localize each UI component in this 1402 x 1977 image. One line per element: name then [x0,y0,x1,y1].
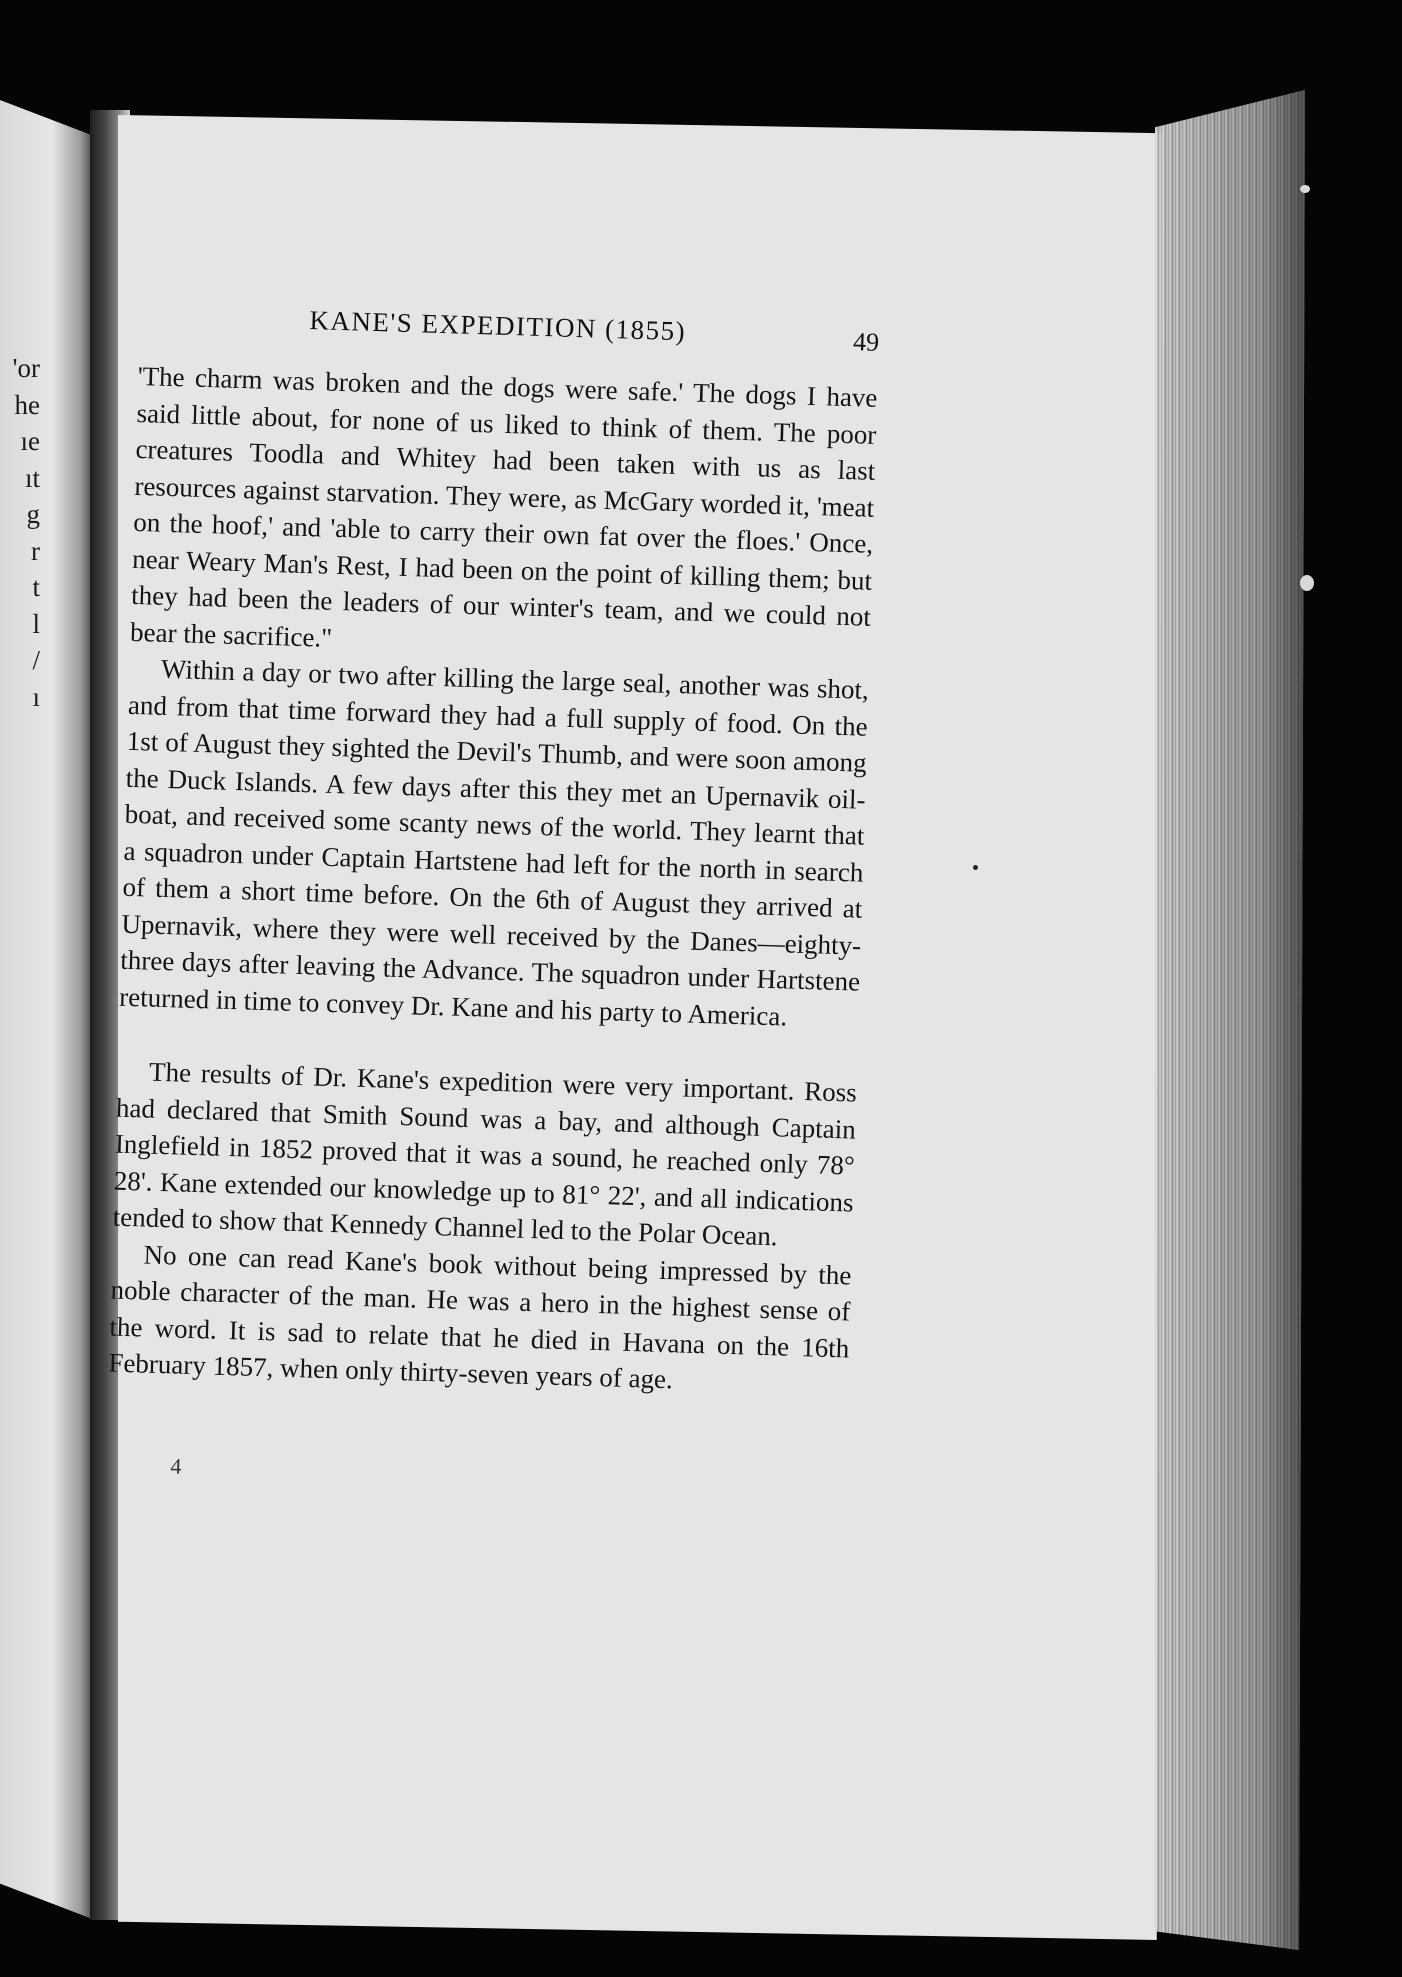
paragraph: No one can read Kane's book without being impressed by the noble character of the man. He was a hero in the highest sense of the word. It is sad to relate that he died in Havana on the 16th February 1857, when only thirty-seven years of age. [108,1239,852,1395]
signature-mark: 4 [170,1452,182,1479]
left-fragment: r [31,535,40,566]
left-fragment: ı [32,681,40,712]
left-fragment: he [14,389,40,420]
left-fragment: ıt [24,462,40,493]
running-title: KANE'S EXPEDITION (1855) [309,305,687,347]
left-page-text-fragments [0,350,40,715]
dust-speck [1300,575,1314,591]
paragraph: Within a day or two after killing the large seal, another was shot, and from that time forward they had a full supply of food. On the 1st of August they sighted the Devil's Thumb, and were soon among the Duck Islands. A few days after this they met an Upernavik oil-boat, and received some scanty news of the world. They learnt that a squadron under Captain Hartstene had left for the north in search of them a short time before. On the 6th of August they arrived at Upernavik, where they were well received by the Danes—eighty-three days after leaving the Advance. The squadron under Hartstene returned in time to convey Dr. Kane and his party to America. [118,653,870,1032]
left-fragment: l [32,608,40,639]
body-text [108,358,878,1403]
left-fragment: 'or [12,353,40,383]
page-number: 49 [852,327,880,357]
paragraph: 'The charm was broken and the dogs were safe.' The dogs I have said little about, for none of us liked to think of them. The poor creatures Toodla and Whitey had been taken with us as last resources against starvation. They were, as McGary worded it, 'meat on the hoof,' and 'able to carry their own fat over the floes.' Once, near Weary Man's Rest, I had been on the point of killing them; but they had been the leaders of our winter's team, and we could not bear the sacrifice." [129,360,878,653]
page-edges-shadow [1155,90,1305,1950]
paragraph: The results of Dr. Kane's expedition were very important. Ross had declared that Smith Sound was a bay, and although Captain Inglefield in 1852 proved that it was a sound, he reached only 78° 28'. Kane extended our knowledge up to 81° 22', and all indications tended to show that Kennedy Channel led to the Polar Ocean. [112,1056,858,1252]
left-fragment: / [32,645,40,675]
dust-speck [1300,185,1310,193]
left-fragment: g [26,499,40,529]
page-content [105,300,880,1499]
left-fragment: ıe [20,426,40,456]
dust-speck [973,865,978,870]
left-fragment: t [32,572,40,602]
